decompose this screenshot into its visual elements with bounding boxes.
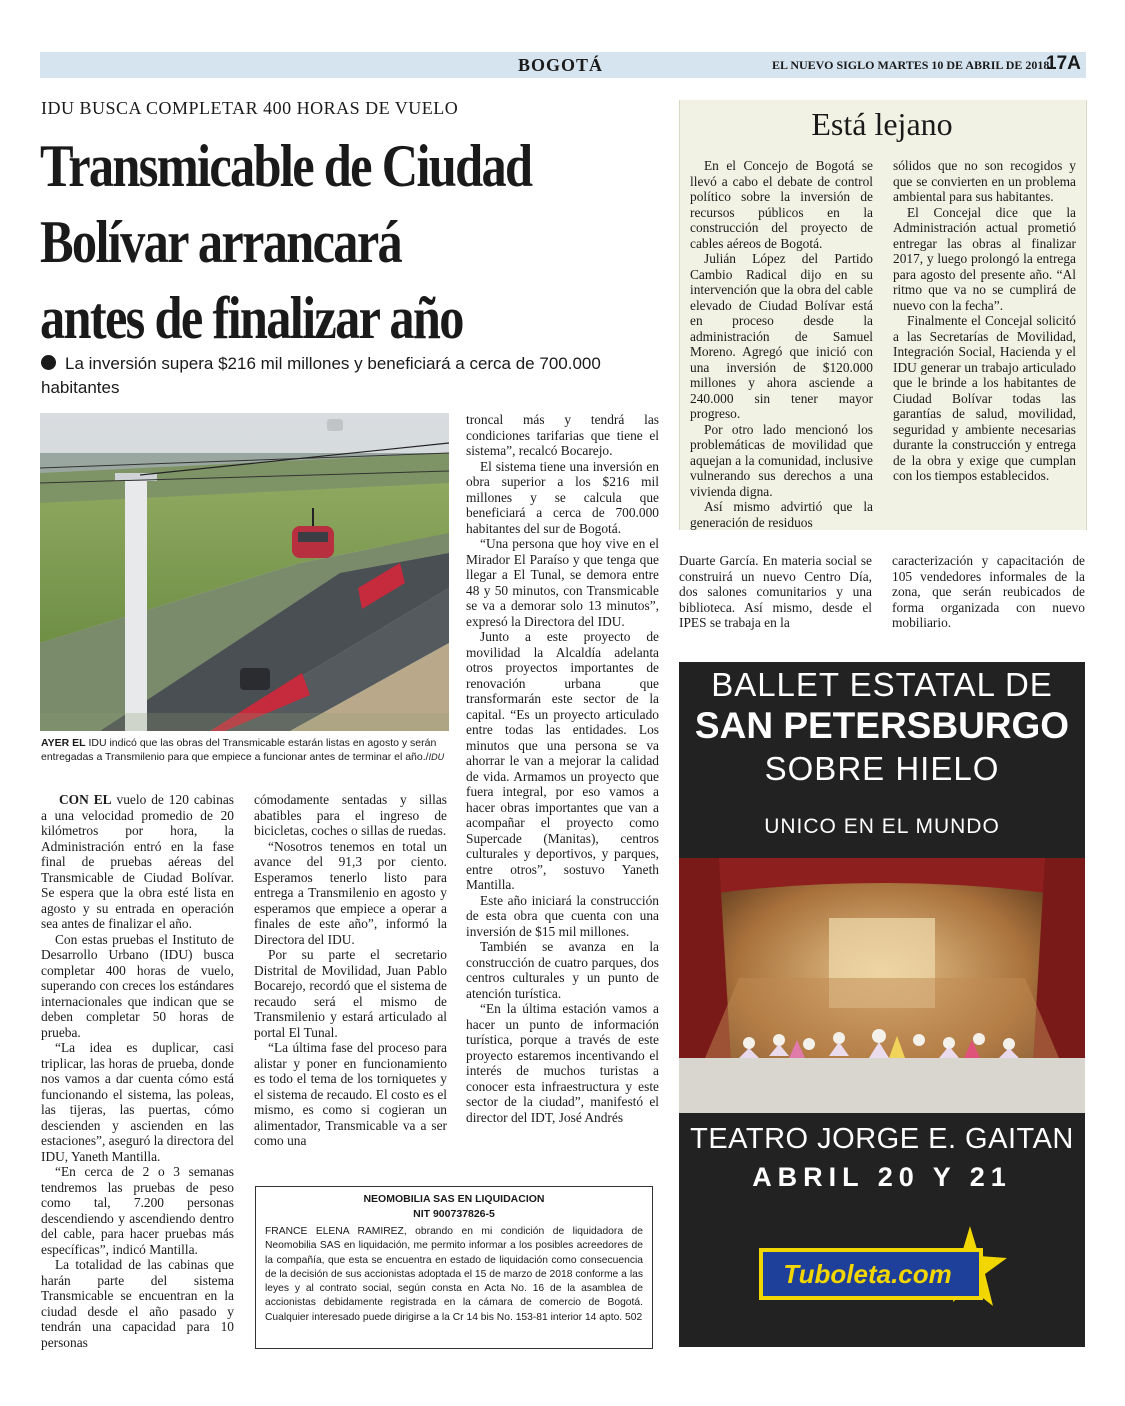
sidebar-column-right: [893, 158, 1076, 484]
ad-dates: ABRIL 20 Y 21: [752, 1162, 1012, 1192]
legal-notice: [255, 1186, 653, 1349]
paragraph: “La idea es duplicar, casi triplicar, las horas de prueba, donde nos vamos a dar cuenta cómo está funcionando el sistema, las poleas, las tijeras, las puertas, cómo descienden y ascienden en las estaciones”, aseguró la directora del IDU, Yaneth Mantilla.: [41, 1040, 234, 1164]
notice-company: NEOMOBILIA SAS EN LIQUIDACION: [363, 1193, 545, 1205]
article-column-4: [679, 553, 872, 631]
paragraph: Con estas pruebas el Instituto de Desarrollo Urbano (IDU) busca completar 400 horas de vuelo, superando con creces los estándares internacionales que indican que se deben completar 50 horas de prueba.: [41, 931, 234, 1040]
lead-in: CON EL: [59, 792, 112, 807]
article-column-3: [466, 412, 659, 1125]
article-column-5: [892, 553, 1085, 631]
headline: [40, 128, 552, 356]
paragraph: Por otro lado mencionó los problemáticas de movilidad que aquejan a la comunidad, inclusive vulnerando sus derechos a una vivienda digna.: [690, 421, 873, 499]
subhead-text: La inversión supera $216 mil millones y beneficiará a cerca de 700.000 habitantes: [41, 354, 601, 397]
paragraph: troncal más y tendrá las condiciones tarifarias que tiene el sistema”, recalcó Bocarejo.: [466, 412, 659, 458]
paragraph: El Concejal dice que la Administración actual prometió entregar las obras al finalizar 2017, y luego prolongó la entrega para agosto del presente año. “Al ritmo que va no se cumplirá de nuevo con la fecha”.: [893, 204, 1076, 313]
paragraph: “En cerca de 2 o 3 semanas tendremos las pruebas de peso como tal, 7.200 personas descendiendo y ascendiendo dentro del cable, para hacer pruebas más específicas”, indicó Mantilla.: [41, 1164, 234, 1257]
page-number: 17A: [1046, 53, 1081, 74]
bullet-icon: [41, 355, 56, 370]
paragraph: “La última fase del proceso para alistar y poner en funcionamiento es todo el tema de los torniquetes y el sistema de recaudo. El costo es el mismo, es como si cogieran un alimentador, Transmicable va a ser como una: [254, 1040, 447, 1148]
tuboleta-logo-text: Tuboleta.com: [783, 1259, 952, 1289]
paragraph: En el Concejo de Bogotá se llevó a cabo el debate de control político sobre la inversión de recursos públicos en la construcción del proyecto de cables aéreos de Bogotá.: [690, 158, 873, 251]
caption-text: IDU indicó que las obras del Transmicable estarán listas en agosto y serán entregadas a Transmilenio para que empiece a funcionar antes de terminar el año./: [41, 737, 437, 763]
paragraph: El sistema tiene una inversión en obra superior a los $216 mil millones y se calcula que beneficiará a cerca de 700.000 habitantes del sur de Bogotá.: [466, 458, 659, 536]
ad-line-3: SOBRE HIELO: [764, 750, 1000, 787]
sidebar-column-left: [690, 158, 873, 530]
headline-line-3: antes de finalizar año: [40, 285, 463, 351]
paragraph: Finalmente el Concejal solicitó a las Secretarías de Movilidad, Integración Social, Hacienda y el IDU generar un trabajo articulado que le brinde a los habitantes de Ciudad Bolívar todas las garantías de salud, movilidad, seguridad y ambiente necesarias durante la construcción y entrega de la obra y exige que cumplan con los tiempos establecidos.: [893, 313, 1076, 483]
section-name: BOGOTÁ: [518, 55, 604, 75]
notice-nit: NIT 900737826-5: [413, 1208, 495, 1220]
paragraph: Junto a este proyecto de movilidad la Alcaldía adelanta otros proyectos importantes de renovación urbana que transformarán este sector de la capital. “Es un proyecto articulado entre todas las entidades. Los minutos que una persona se va ahorrar le van a mejorar la calidad de vida. Armamos un proyecto que fuera integral, por eso vamos a hacer obras importantes que van a acompañar el proyecto como Supercade (Manitas), centros culturales y deportivos, y parques, entre otros”, sostuvo Yaneth Mantilla.: [466, 629, 659, 892]
paragraph: Julián López del Partido Cambio Radical dijo en su intervención que la obra del cable elevado de Ciudad Bolívar está en proceso desde la administración de Samuel Moreno. Agregó que inició con una inversión de $120.000 millones y ahora asciende a 240.000 sin tener mayor progreso.: [690, 251, 873, 421]
ad-line-1: BALLET ESTATAL DE: [711, 666, 1053, 703]
article-column-2: [254, 792, 447, 1149]
paragraph: “Nosotros tenemos en total un avance del 91,3 por ciento. Esperamos tenerlo listo para entrega a Transmilenio en agosto y esperamos que empiece a operar a finales de este año”, informó la Directora del IDU.: [254, 838, 447, 947]
paper-date: EL NUEVO SIGLO MARTES 10 DE ABRIL DE 2018: [772, 58, 1050, 72]
paragraph: Por su parte el secretario Distrital de Movilidad, Juan Pablo Bocarejo, recordó que el sistema de recaudo será el mismo de Transmilenio y estará articulado al portal El Tunal.: [254, 947, 447, 1040]
paragraph: También se avanza en la construcción de cuatro parques, dos centros culturales y un punto de atención turística.: [466, 939, 659, 1001]
paragraph: Así mismo advirtió que la generación de residuos: [690, 499, 873, 530]
sidebar-title: Está lejano: [811, 106, 953, 142]
kicker: IDU BUSCA COMPLETAR 400 HORAS DE VUELO: [41, 98, 459, 118]
caption-credit: IDU: [428, 751, 445, 762]
ad-line-2: SAN PETERSBURGO: [694, 705, 1070, 746]
paragraph: caracterización y capacitación de 105 vendedores informales de la zona, que serán reubicados de forma organizada con nuevo mobiliario.: [892, 553, 1085, 630]
paragraph: “En la última estación vamos a hacer un punto de información turística, porque a través de este proyecto estaremos incentivando el interés de muchos turistas a conocer esta infraestructura y este sector de la ciudad”, manifestó el director del IDT, José Andrés: [466, 1001, 659, 1125]
headline-line-2: Bolívar arrancará: [40, 209, 402, 275]
paragraph: Este año iniciará la construcción de esta obra que cuenta con una inversión de $15 mil millones.: [466, 892, 659, 939]
notice-body: FRANCE ELENA RAMIREZ, obrando en mi condición de liquidadora de Neomobilia SAS en liquidación, me permito informar a los posibles acreedores de la compañía, que esta se encuentra en estado de liquidación como consecuencia de la decisión de sus accionistas adoptada el 15 de marzo de 2018 conforme a las leyes y al contrato social, según consta en Acta No. 16 de la asamblea de accionistas debidamente registrada en la cámara de comercio de Bogotá. Cualquier interesado puede dirigirse a la Cr 14 bis No. 153-81 interior 14 apto. 502: [265, 1226, 643, 1323]
cable-car-photo: [40, 413, 449, 731]
caption-lead: AYER EL: [41, 737, 86, 749]
ballet-stage-image: [679, 858, 1085, 1113]
ad-tagline: UNICO EN EL MUNDO: [764, 815, 1000, 838]
paragraph: sólidos que no son recogidos y que se convierten en un problema ambiental para sus habitantes.: [893, 158, 1076, 204]
ad-venue: TEATRO JORGE E. GAITAN: [690, 1123, 1074, 1155]
paragraph: vuelo de 120 cabinas a una velocidad promedio de 20 kilómetros por hora, la Administración entró en la fase final de pruebas aéreas del Transmicable de Ciudad Bolívar. Se espera que la obra esté lista en agosto y su entrada en operación sea antes de finalizar el año.: [41, 792, 234, 931]
paragraph: “Una persona que hoy vive en el Mirador El Paraíso y que tenga que llegar a El Tunal, se demora entre 48 y 50 minutos, con Transmicable se va a demorar solo 13 minutos”, expresó la Directora del IDU.: [466, 536, 659, 629]
stage-illustration: [679, 858, 1085, 1113]
headline-line-1: Transmicable de Ciudad: [40, 133, 532, 199]
photo-illustration: [40, 413, 449, 731]
subhead: [41, 352, 641, 400]
article-column-1: [41, 792, 234, 1350]
paragraph: Duarte García. En materia social se construirá un nuevo Centro Día, dos salones comunitarios y una biblioteca. Así mismo, desde el IPES se trabaja en la: [679, 553, 872, 630]
paragraph: La totalidad de las cabinas que harán parte del sistema Transmicable se encuentran en la ciudad desde el año pasado y tendrán una capacidad para 10 personas: [41, 1257, 234, 1350]
photo-caption: [41, 737, 451, 764]
paragraph: cómodamente sentadas y sillas abatibles para el ingreso de bicicletas, coches o sillas de ruedas.: [254, 792, 447, 838]
